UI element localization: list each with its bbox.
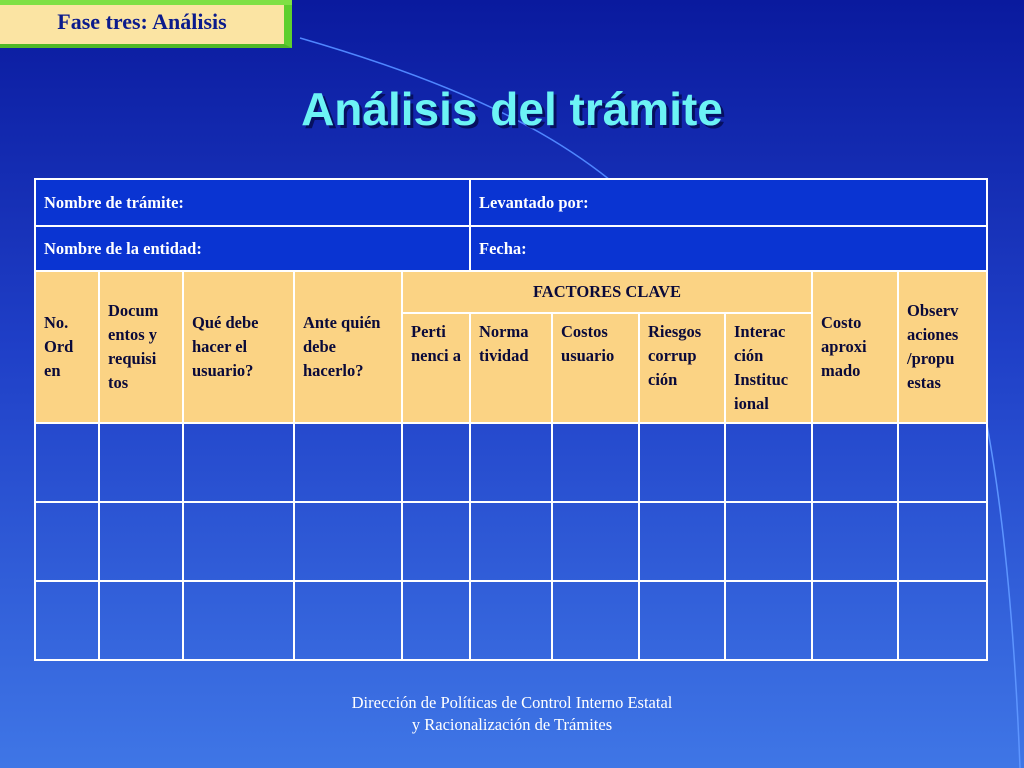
table-cell[interactable] xyxy=(402,502,470,581)
table-cell[interactable] xyxy=(35,502,99,581)
phase-label: Fase tres: Análisis xyxy=(57,9,227,34)
header-riesgos: Riesgos corrup ción xyxy=(639,313,725,423)
header-que-debe: Qué debe hacer el usuario? xyxy=(183,271,294,423)
table-cell[interactable] xyxy=(812,423,898,502)
phase-tab xyxy=(0,0,292,48)
footer-credit: Dirección de Políticas de Control Interno Estatal y Racionalización de Trámites xyxy=(351,693,673,734)
header-row-1 xyxy=(35,271,987,313)
table-cell[interactable] xyxy=(470,423,552,502)
table-row xyxy=(35,502,987,581)
table-cell[interactable] xyxy=(470,502,552,581)
table-cell[interactable] xyxy=(183,423,294,502)
table-cell[interactable] xyxy=(35,423,99,502)
table-cell[interactable] xyxy=(294,423,402,502)
table-cell[interactable] xyxy=(552,502,639,581)
table-cell[interactable] xyxy=(898,423,987,502)
table-cell[interactable] xyxy=(99,581,183,660)
table-cell[interactable] xyxy=(294,502,402,581)
table-cell[interactable] xyxy=(402,423,470,502)
nombre-tramite-cell[interactable]: Nombre de trámite: xyxy=(35,179,470,226)
table-cell[interactable] xyxy=(470,581,552,660)
header-documentos: Docum entos y requisi tos xyxy=(99,271,183,423)
meta-row-1 xyxy=(35,179,987,226)
levantado-por-cell[interactable]: Levantado por: xyxy=(470,179,987,226)
table-cell[interactable] xyxy=(183,581,294,660)
table-cell[interactable] xyxy=(552,581,639,660)
header-costo: Costo aproxi mado xyxy=(812,271,898,423)
header-normatividad: Norma tividad xyxy=(470,313,552,423)
nombre-entidad-cell[interactable]: Nombre de la entidad: xyxy=(35,226,470,271)
table-cell[interactable] xyxy=(99,502,183,581)
table-cell[interactable] xyxy=(812,502,898,581)
header-pertinencia: Perti nenci a xyxy=(402,313,470,423)
header-ante-quien: Ante quién debe hacerlo? xyxy=(294,271,402,423)
table-cell[interactable] xyxy=(99,423,183,502)
table-cell[interactable] xyxy=(898,502,987,581)
slide-title: Análisis del trámite xyxy=(301,83,723,135)
header-costos-usuario: Costos usuario xyxy=(552,313,639,423)
table-cell[interactable] xyxy=(35,581,99,660)
table-cell[interactable] xyxy=(898,581,987,660)
table-cell[interactable] xyxy=(402,581,470,660)
header-observaciones: Observ aciones /propu estas xyxy=(898,271,987,423)
table-cell[interactable] xyxy=(294,581,402,660)
table-cell[interactable] xyxy=(725,423,812,502)
table-row xyxy=(35,581,987,660)
table-cell[interactable] xyxy=(639,502,725,581)
table-cell[interactable] xyxy=(639,581,725,660)
table-cell[interactable] xyxy=(725,581,812,660)
fecha-cell[interactable]: Fecha: xyxy=(470,226,987,271)
header-factores-clave: FACTORES CLAVE xyxy=(402,271,812,313)
header-interaccion: Interac ción Instituc ional xyxy=(725,313,812,423)
table-cell[interactable] xyxy=(812,581,898,660)
table-cell[interactable] xyxy=(639,423,725,502)
analysis-table xyxy=(34,178,988,661)
table-row xyxy=(35,423,987,502)
table-cell[interactable] xyxy=(552,423,639,502)
table-cell[interactable] xyxy=(725,502,812,581)
meta-row-2 xyxy=(35,226,987,271)
header-no-orden: No. Ord en xyxy=(35,271,99,423)
table-cell[interactable] xyxy=(183,502,294,581)
